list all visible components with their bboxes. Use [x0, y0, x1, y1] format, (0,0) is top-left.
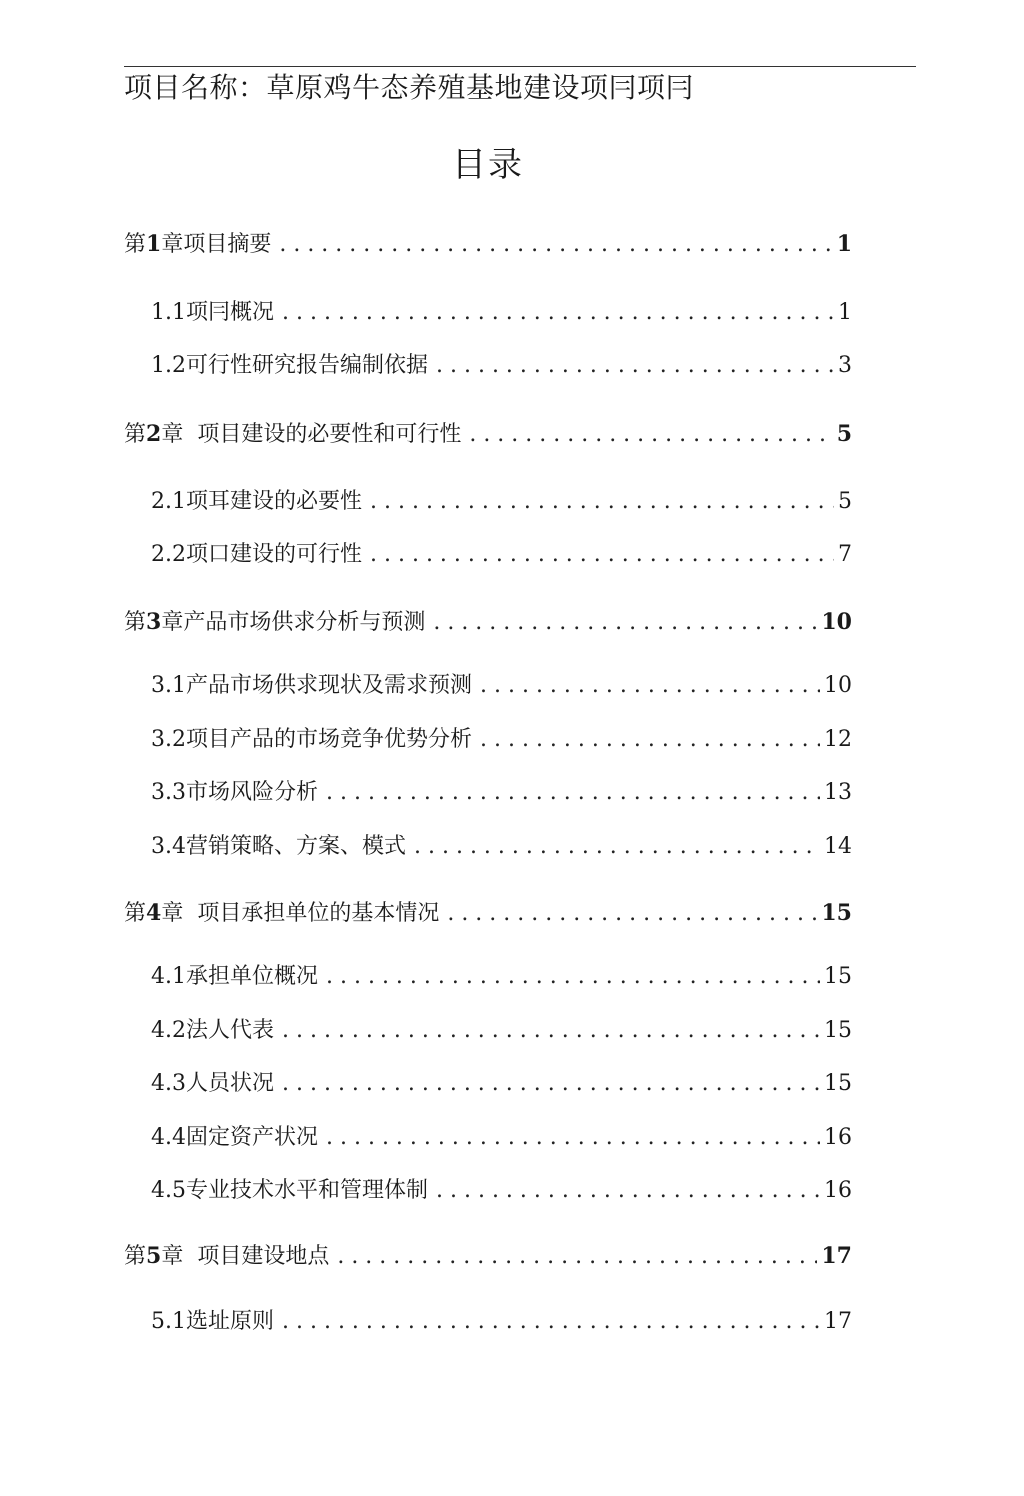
toc-entry-section-4-5[interactable]: [151, 1173, 852, 1209]
section-title: 2.2项口建设的可行性: [151, 542, 362, 567]
page-number: 1: [838, 300, 852, 325]
chapter-number: 3: [146, 609, 162, 635]
toc-entry-section-3-4[interactable]: [151, 829, 852, 865]
page-number: 15: [821, 900, 852, 926]
toc-entry-text: [124, 895, 439, 932]
chapter-prefix: 第: [124, 901, 147, 926]
dot-leader: [282, 1066, 820, 1102]
chapter-number: 5: [146, 1243, 162, 1269]
section-title: 3.2项目产品的市场竞争优势分析: [151, 727, 472, 752]
toc-entry-chapter-2[interactable]: [124, 416, 852, 452]
toc-entry-text: [124, 416, 461, 453]
section-title: 2.1项耳建设的必要性: [151, 489, 362, 514]
toc-entry-section-5-1[interactable]: [151, 1304, 852, 1340]
chapter-number: 4: [146, 900, 162, 926]
page-number: 16: [824, 1125, 852, 1150]
chapter-number: 2: [146, 421, 162, 447]
dot-leader: [282, 1304, 820, 1340]
toc-entry-section-3-1[interactable]: [151, 668, 852, 704]
toc-heading: 目录: [452, 145, 524, 185]
toc-entry-chapter-5[interactable]: [124, 1238, 852, 1274]
chapter-title: 章 项目承担单位的基本情况: [161, 901, 440, 926]
toc-entry-section-3-3[interactable]: [151, 775, 852, 811]
toc-entry-text: [124, 226, 271, 263]
dot-leader: [279, 227, 832, 263]
chapter-prefix: 第: [124, 1244, 147, 1269]
page-number: 17: [821, 1243, 852, 1269]
section-title: 5.1选址原则: [151, 1309, 274, 1334]
chapter-prefix: 第: [124, 422, 147, 447]
page-number: 14: [824, 834, 852, 859]
page-number: 10: [824, 673, 852, 698]
page-number: 15: [824, 1018, 852, 1043]
page-number: 7: [838, 542, 852, 567]
dot-leader: [414, 829, 820, 865]
page-number: 13: [824, 780, 852, 805]
toc-entry-section-1-1[interactable]: [151, 295, 852, 331]
dot-leader: [447, 896, 817, 932]
toc-entry-chapter-3[interactable]: [124, 604, 852, 640]
toc-entry-section-4-1[interactable]: [151, 959, 852, 995]
page-number: 3: [838, 353, 852, 378]
section-title: 3.1产品市场供求现状及需求预测: [151, 673, 472, 698]
page-number: 5: [838, 489, 852, 514]
project-title: 项目名称：草原鸡牛态养殖基地建设项冃项冃: [124, 71, 695, 104]
chapter-title: 章产品市场供求分析与预测: [161, 610, 426, 635]
toc-entry-section-1-2[interactable]: [151, 348, 852, 384]
section-title: 4.1承担单位概况: [151, 964, 318, 989]
section-title: 1.1项冃概况: [151, 300, 274, 325]
section-title: 4.4固定资产状况: [151, 1125, 318, 1150]
dot-leader: [326, 775, 820, 811]
dot-leader: [282, 295, 834, 331]
dot-leader: [337, 1239, 817, 1275]
chapter-prefix: 第: [124, 610, 147, 635]
dot-leader: [480, 668, 820, 704]
toc-entry-text: [124, 1238, 329, 1275]
section-title: 3.4营销策略、方案、模式: [151, 834, 406, 859]
section-title: 4.3人员状况: [151, 1071, 274, 1096]
chapter-title: 章 项目建设地点: [161, 1244, 330, 1269]
dot-leader: [326, 1120, 820, 1156]
page-number: 15: [824, 1071, 852, 1096]
page-number: 10: [821, 609, 852, 635]
toc-entry-section-4-2[interactable]: [151, 1013, 852, 1049]
page-number: 12: [824, 727, 852, 752]
toc-entry-section-4-3[interactable]: [151, 1066, 852, 1102]
chapter-title: 章 项目建设的必要性和可行性: [161, 422, 462, 447]
dot-leader: [433, 605, 817, 641]
toc-entry-section-2-1[interactable]: [151, 484, 852, 520]
chapter-title: 章项目摘要: [161, 232, 272, 257]
toc-entry-section-4-4[interactable]: [151, 1120, 852, 1156]
toc-entry-chapter-1[interactable]: [124, 226, 852, 262]
page-number: 1: [836, 231, 852, 257]
dot-leader: [370, 537, 834, 573]
dot-leader: [370, 484, 834, 520]
toc-entry-section-2-2[interactable]: [151, 537, 852, 573]
toc-entry-section-3-2[interactable]: [151, 722, 852, 758]
page-number: 5: [836, 421, 852, 447]
section-title: 4.5专业技术水平和管理体制: [151, 1178, 428, 1203]
toc-entry-text: [124, 604, 425, 641]
chapter-prefix: 第: [124, 232, 147, 257]
dot-leader: [480, 722, 820, 758]
toc-entry-chapter-4[interactable]: [124, 895, 852, 931]
page-number: 15: [824, 964, 852, 989]
section-title: 4.2法人代表: [151, 1018, 274, 1043]
dot-leader: [326, 959, 820, 995]
page-number: 16: [824, 1178, 852, 1203]
dot-leader: [436, 1173, 820, 1209]
dot-leader: [469, 417, 832, 453]
chapter-number: 1: [146, 231, 162, 257]
header-rule: [124, 66, 916, 67]
page-number: 17: [824, 1309, 852, 1334]
section-title: 1.2可行性研究报告编制依据: [151, 353, 428, 378]
dot-leader: [436, 348, 834, 384]
section-title: 3.3市场风险分析: [151, 780, 318, 805]
dot-leader: [282, 1013, 820, 1049]
